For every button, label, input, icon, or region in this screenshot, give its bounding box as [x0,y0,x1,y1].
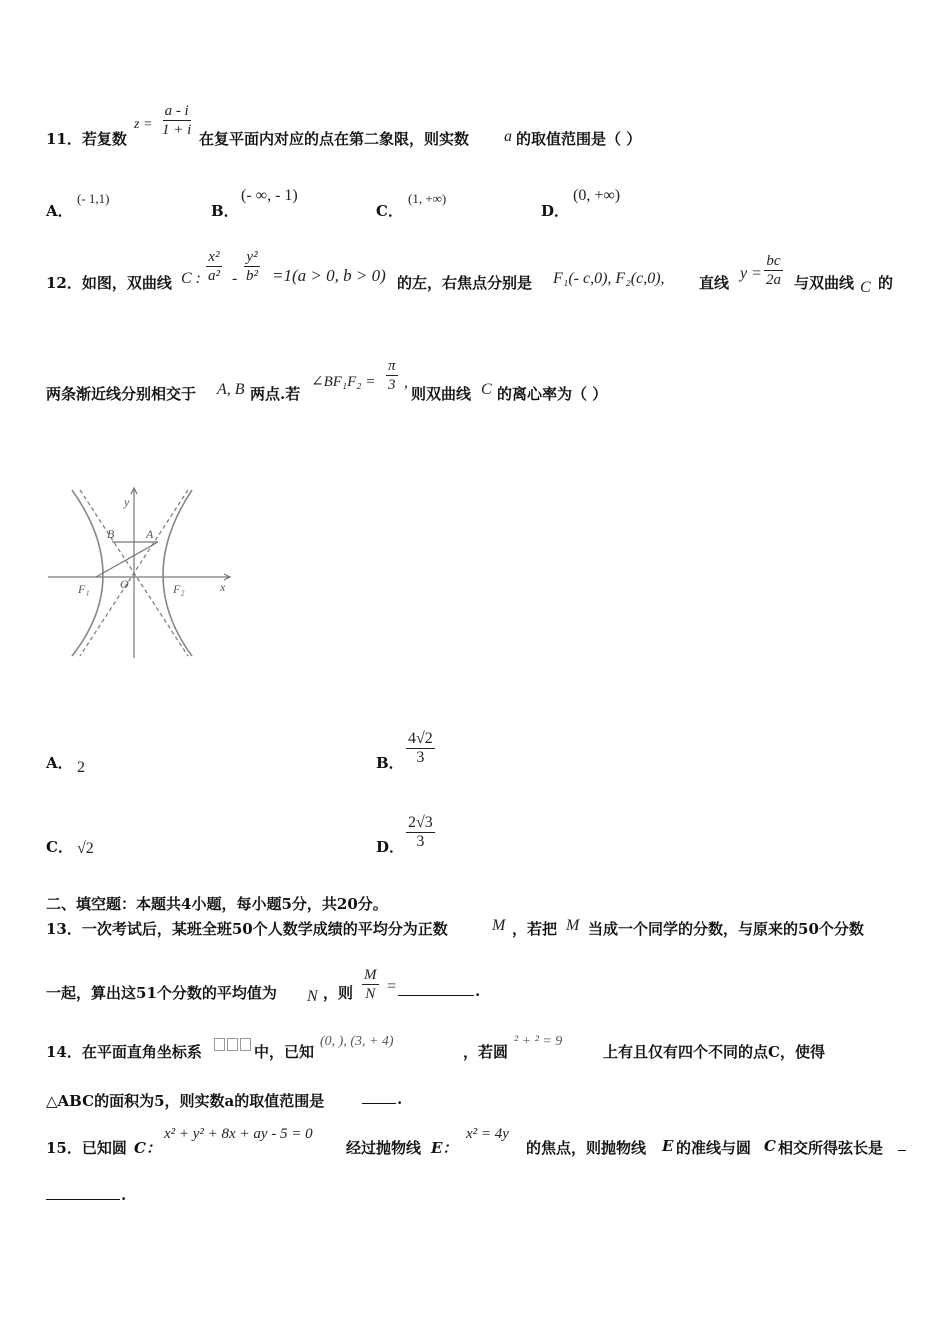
q12-bc: bc [766,253,781,269]
q12-line-text: 直线 [699,274,730,292]
fig-label-a: A [146,527,154,541]
q13-line2-a: 一起，算出这51个分数的平均值为 [46,984,277,1002]
q14-answer-blank[interactable] [362,1089,396,1104]
q13-line1-a: 13．一次考试后，某班全班50个人数学成绩的平均分为正数 [46,920,448,938]
q13-line1-b: ，若把 [512,920,558,938]
q12-foci: F₁(- c,0), F₂(c,0), [553,270,665,287]
q12-tail: 与双曲线 [794,274,855,292]
q11-option-a-value: (- 1,1) [77,191,110,206]
q13-eq: = [387,978,397,995]
q12-line2-c: 则双曲线 [411,385,472,403]
q15-a: 15．已知圆 [46,1139,127,1157]
q12-curve-c2: C [481,381,492,398]
q12-de: 的 [878,274,894,292]
q12-line2-b: 两点.若 [250,385,301,403]
q12-option-b-label: B． [376,754,404,772]
q11-option-a-label: A． [46,202,73,220]
q12-comma: , [404,374,408,391]
q12-curve: C : [181,270,201,287]
q11-fraction [160,102,193,139]
q12-option-d-label: D． [376,838,405,856]
q12-option-c-value: √2 [77,840,94,857]
q13-m-2: M [566,917,580,934]
q14-circle: ² + ² = 9 [514,1034,563,1049]
q13-frac-num: M [364,967,377,983]
q12-fraction-x [206,248,222,285]
q12-prefix: 12．如图，双曲线 [46,274,172,292]
q15-e2: E [662,1137,674,1155]
q12-angle: ∠BF₁F₂ = [311,374,376,390]
q12-option-d-den: 3 [416,833,425,850]
q15-d: 的准线与圆 [676,1139,752,1157]
q12-line2-a: 两条渐近线分别相交于 [46,385,197,403]
fig-label-f2: F₂ [173,582,185,596]
q14-end: . [397,1090,403,1108]
hyperbola-figure [40,478,240,663]
q11-var-a: a [504,128,512,145]
q15-c2: C [764,1137,776,1155]
q11-denominator: 1 + i [162,122,192,138]
q12-three: 3 [388,377,396,393]
q13-line1-c: 当成一个同学的分数，与原来的50个分数 [588,920,864,938]
q15-c: 的焦点，则抛物线 [526,1139,647,1157]
q12-pi: π [388,358,396,374]
q15-circle-eq: x² + y² + 8x + ay - 5 = 0 [164,1126,313,1142]
q14-a: 14．在平面直角坐标系 [46,1043,202,1061]
q12-fraction-bc [764,252,783,289]
hyperbola-left-branch [72,490,103,656]
q11-option-c-value: (1, +∞) [408,191,447,206]
q12-curve-c: C [860,279,871,296]
q12-minus: - [232,270,238,287]
q13-frac-den: N [365,986,376,1002]
q15-answer-blank[interactable] [46,1185,120,1200]
q13-line2-b: ，则 [323,984,354,1002]
q12-fraction-y [244,248,260,285]
q14-c: ，若圆 [463,1043,509,1061]
q15-b: 经过抛物线 [346,1139,422,1157]
hyperbola-right-branch [163,490,192,656]
segment-f1a [96,542,158,577]
q14-points: (0, ), (3, + 4) [320,1034,394,1049]
q12-x2: x² [208,249,220,265]
q12-y2: y² [246,249,258,265]
q12-2a: 2a [766,272,781,288]
q11-prefix: 11．若复数 [46,130,127,148]
q13-fraction [362,966,379,1003]
fig-label-b: B [107,527,115,541]
q14-b: 中，已知 [254,1043,315,1061]
q11-option-b-label: B． [211,202,239,220]
q12-option-a-value: 2 [77,759,85,776]
q12-option-b-den: 3 [416,749,425,766]
fig-label-o: O [120,577,129,591]
q13-m-1: M [492,917,506,934]
q12-option-b-num: 4√2 [408,730,433,747]
fig-label-f1: F₁ [78,582,90,596]
q12-option-d-num: 2√3 [408,814,433,831]
q14-coordinate-symbol [213,1034,252,1053]
fig-label-y: y [124,495,130,509]
q12-equation: =1(a > 0, b > 0) [272,266,386,285]
q11-numerator: a - i [164,103,189,119]
q14-line2: △ABC的面积为5，则实数a的取值范围是 [46,1092,325,1110]
q11-option-b-value: (- ∞, - 1) [241,187,298,204]
q11-option-d-value: (0, +∞) [573,187,621,204]
q11-option-d-label: D． [541,202,570,220]
q12-b2: b² [246,268,258,284]
q15-e-label: E： [431,1139,458,1157]
q13-end: . [475,982,481,1000]
q12-mid-text: 的左，右焦点分别是 [397,274,533,292]
q12-option-b-value [406,730,435,767]
q12-ab: A, B [217,381,245,398]
q12-fraction-pi [386,357,398,394]
q11-suffix-a: 在复平面内对应的点在第二象限，则实数 [199,130,470,148]
q15-parabola-eq: x² = 4y [466,1126,509,1142]
q12-option-a-label: A． [46,754,73,772]
q15-end: . [121,1186,127,1204]
q13-answer-blank[interactable] [398,981,474,996]
fig-label-x: x [220,580,226,594]
q15-answer-blank-start[interactable] [898,1136,906,1151]
q15-e: 相交所得弦长是 [778,1139,884,1157]
q14-d: 上有且仅有四个不同的点C，使得 [603,1043,825,1061]
q12-y-eq: y = [740,265,762,282]
q11-suffix-b: 的取值范围是（ ） [516,130,642,148]
q12-option-c-label: C． [46,838,73,856]
q13-n: N [307,988,318,1005]
q12-line2-d: 的离心率为（ ） [497,385,608,403]
q11-z: z = [134,117,153,132]
section-2-heading: 二、填空题：本题共4小题，每小题5分，共20分。 [46,895,388,913]
q11-option-c-label: C． [376,202,403,220]
q12-option-d-value [406,814,435,851]
q15-c-label: C： [134,1139,161,1157]
q12-a2: a² [208,268,220,284]
